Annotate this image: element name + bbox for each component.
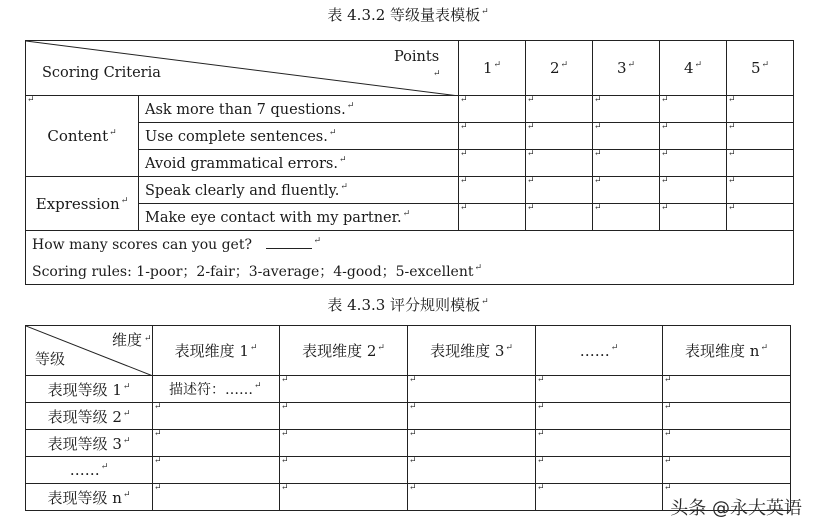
rubric-cell[interactable]: ↵: [280, 430, 408, 457]
table1-header-row: [26, 41, 794, 96]
rubric-cell[interactable]: ↵: [663, 457, 791, 484]
rubric-cell[interactable]: ↵: [663, 430, 791, 457]
group-content: ↵ Content↵: [26, 96, 139, 177]
table1-row: [26, 123, 794, 150]
rubric-cell[interactable]: ↵: [153, 403, 280, 430]
table1-caption: 表 4.3.2 等级量表模板↵: [327, 6, 489, 24]
dimension-column-3: 表现维度 3↵: [408, 326, 536, 376]
score-column-3: 3↵: [593, 41, 660, 96]
rubric-cell[interactable]: ↵: [408, 403, 536, 430]
dimension-label: 维度: [112, 331, 143, 349]
criterion-cell: Speak clearly and fluently.↵: [139, 177, 459, 204]
score-cell[interactable]: ↵: [459, 150, 526, 177]
table1-row: [26, 150, 794, 177]
rubric-cell[interactable]: ↵: [536, 484, 663, 511]
rubric-cell[interactable]: ↵: [408, 457, 536, 484]
group-expression: Expression↵: [26, 177, 139, 231]
criterion-cell: Use complete sentences.↵: [139, 123, 459, 150]
score-cell[interactable]: ↵: [660, 177, 727, 204]
level-label: 等级: [35, 350, 66, 368]
rubric-cell[interactable]: ↵: [536, 457, 663, 484]
total-score-blank[interactable]: [266, 235, 312, 249]
score-cell[interactable]: ↵: [727, 96, 794, 123]
score-column-5: 5↵: [727, 41, 794, 96]
score-cell[interactable]: ↵: [459, 204, 526, 231]
score-cell[interactable]: ↵: [593, 177, 660, 204]
scoring-rules: Scoring rules: 1-poor；2-fair；3-average；4-good；5-excellent: [32, 264, 474, 280]
score-cell[interactable]: ↵: [727, 123, 794, 150]
rubric-cell[interactable]: ↵: [536, 430, 663, 457]
scoring-rubric-table: [25, 325, 791, 511]
table2-row: [26, 403, 791, 430]
score-cell[interactable]: ↵: [660, 204, 727, 231]
table2-row: [26, 430, 791, 457]
level-row-label: 表现等级 3↵: [26, 430, 153, 457]
table1-row: [26, 204, 794, 231]
criterion-cell: Make eye contact with my partner.↵: [139, 204, 459, 231]
criterion-cell: Avoid grammatical errors.↵: [139, 150, 459, 177]
score-cell[interactable]: ↵: [593, 123, 660, 150]
rating-scale-table: [25, 40, 794, 285]
dimension-column-2: 表现维度 2↵: [280, 326, 408, 376]
dimension-column-ellipsis: ……↵: [536, 326, 663, 376]
rubric-cell[interactable]: ↵: [408, 376, 536, 403]
rubric-cell[interactable]: ↵: [153, 484, 280, 511]
rubric-cell[interactable]: ↵: [280, 403, 408, 430]
rubric-cell[interactable]: ↵: [280, 376, 408, 403]
level-row-label: 表现等级 n↵: [26, 484, 153, 511]
score-cell[interactable]: ↵: [593, 150, 660, 177]
score-column-4: 4↵: [660, 41, 727, 96]
criterion-cell: Ask more than 7 questions.↵: [139, 96, 459, 123]
rubric-cell[interactable]: ↵: [153, 457, 280, 484]
score-cell[interactable]: ↵: [660, 96, 727, 123]
points-label: Points: [394, 49, 440, 65]
score-column-1: 1↵: [459, 41, 526, 96]
score-cell[interactable]: ↵: [459, 177, 526, 204]
score-cell[interactable]: ↵: [526, 123, 593, 150]
descriptor-cell[interactable]: 描述符：……↵: [153, 376, 280, 403]
score-cell[interactable]: ↵: [526, 177, 593, 204]
rubric-cell[interactable]: ↵: [280, 484, 408, 511]
table1-footer-row: [26, 231, 794, 285]
score-cell[interactable]: ↵: [526, 96, 593, 123]
total-score-question: How many scores can you get?: [32, 237, 252, 253]
table2-diagonal-header-cell: 维度 ↵ 等级: [26, 326, 153, 376]
table1-footer-cell: How many scores can you get? ↵ Scoring rules: 1-poor；2-fair；3-average；4-good；5-excellent↵: [26, 231, 794, 285]
watermark: 头条 @永大英语: [670, 498, 802, 519]
table1-row: [26, 177, 794, 204]
dimension-column-n: 表现维度 n↵: [663, 326, 791, 376]
table1-diagonal-header-cell: Points ↵ Scoring Criteria: [26, 41, 459, 96]
score-cell[interactable]: ↵: [459, 123, 526, 150]
rubric-cell[interactable]: ↵: [663, 376, 791, 403]
rubric-cell[interactable]: ↵: [663, 484, 791, 511]
level-row-label: 表现等级 2↵: [26, 403, 153, 430]
rubric-cell[interactable]: ↵: [536, 376, 663, 403]
score-cell[interactable]: ↵: [727, 177, 794, 204]
level-row-label: 表现等级 1↵: [26, 376, 153, 403]
table2-row: [26, 457, 791, 484]
rubric-cell[interactable]: ↵: [408, 484, 536, 511]
score-cell[interactable]: ↵: [459, 96, 526, 123]
rubric-cell[interactable]: ↵: [663, 403, 791, 430]
score-cell[interactable]: ↵: [593, 204, 660, 231]
score-cell[interactable]: ↵: [593, 96, 660, 123]
table2-row: [26, 376, 791, 403]
dimension-column-1: 表现维度 1↵: [153, 326, 280, 376]
table1-row: [26, 96, 794, 123]
score-cell[interactable]: ↵: [727, 150, 794, 177]
rubric-cell[interactable]: ↵: [536, 403, 663, 430]
score-cell[interactable]: ↵: [526, 204, 593, 231]
score-column-2: 2↵: [526, 41, 593, 96]
table2-caption: 表 4.3.3 评分规则模板↵: [327, 296, 489, 314]
rubric-cell[interactable]: ↵: [408, 430, 536, 457]
scoring-criteria-label: Scoring Criteria: [42, 65, 161, 81]
rubric-cell[interactable]: ↵: [280, 457, 408, 484]
score-cell[interactable]: ↵: [526, 150, 593, 177]
level-row-label: ……↵: [26, 457, 153, 484]
rubric-cell[interactable]: ↵: [153, 430, 280, 457]
score-cell[interactable]: ↵: [660, 150, 727, 177]
table2-header-row: [26, 326, 791, 376]
score-cell[interactable]: ↵: [727, 204, 794, 231]
score-cell[interactable]: ↵: [660, 123, 727, 150]
